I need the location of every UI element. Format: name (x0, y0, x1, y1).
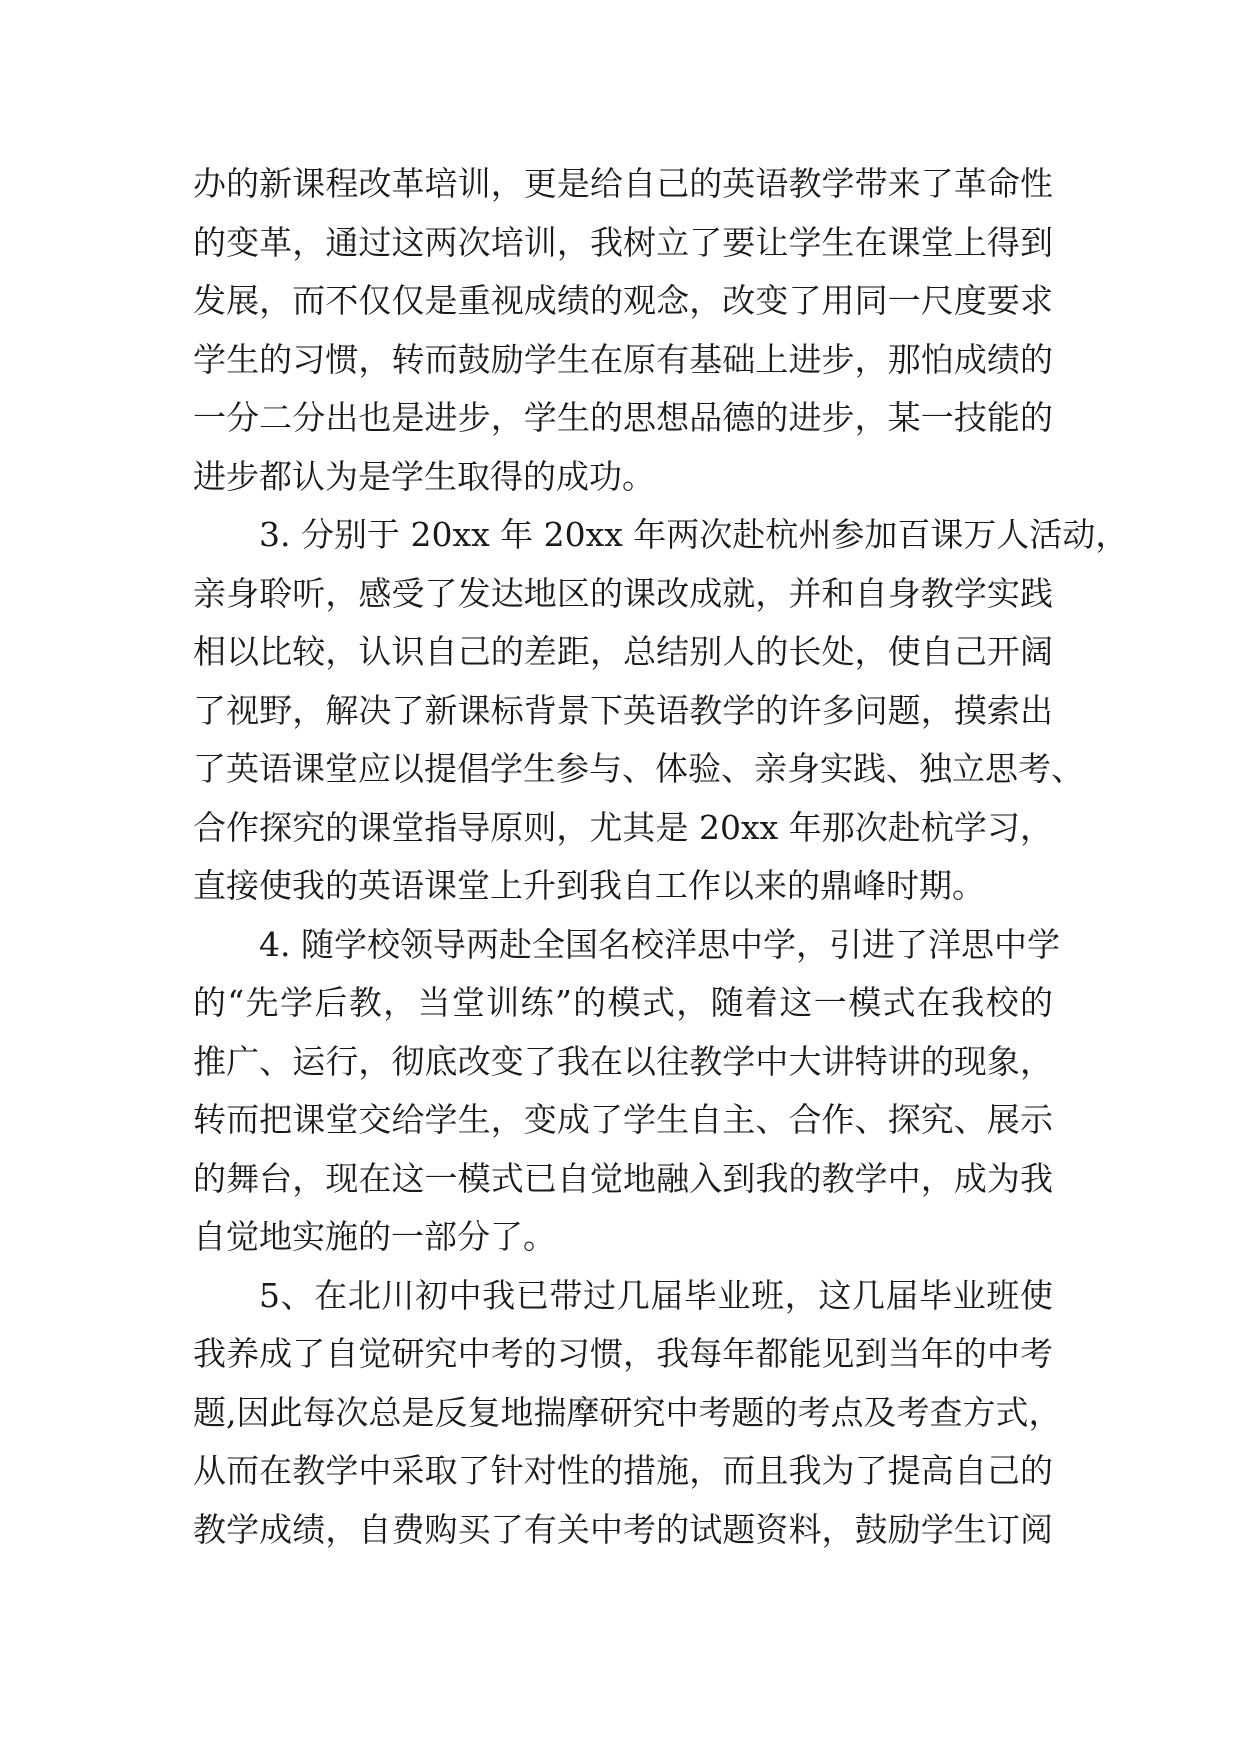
text-line: 亲身聆听，感受了发达地区的课改成就，并和自身教学实践 (193, 573, 1053, 613)
text-line: 转而把课堂交给学生，变成了学生自主、合作、探究、展示 (193, 1100, 1053, 1139)
text-line: 一分二分出也是进步，学生的思想品德的进步，某一技能的 (193, 398, 1053, 437)
text-line: 的舞台，现在这一模式已自觉地融入到我的教学中，成为我 (193, 1158, 1053, 1198)
document-body (193, 155, 1129, 1559)
text-line: 发展，而不仅仅是重视成绩的观念，改变了用同一尺度要求 (193, 281, 1053, 320)
text-line: 的变革，通过这两次培训，我树立了要让学生在课堂上得到 (193, 222, 1053, 262)
text-line: 了英语课堂应以提倡学生参与、体验、亲身实践、独立思考、 (193, 749, 1084, 788)
text-line: 推广、运行，彻底改变了我在以往教学中大讲特讲的现象， (193, 1041, 1053, 1081)
text-line: 3. 分别于 20xx 年 20xx 年两次赴杭州参加百课万人活动， (259, 515, 1129, 554)
text-line: 合作探究的课堂指导原则，尤其是 20xx 年那次赴杭学习， (193, 807, 1053, 847)
text-line: 4. 随学校领导两赴全国名校洋思中学，引进了洋思中学 (259, 924, 1060, 964)
text-line: 相以比较，认识自己的差距，总结别人的长处，使自己开阔 (193, 632, 1053, 671)
text-line: 进步都认为是学生取得的成功。 (193, 456, 655, 496)
text-line: 教学成绩，自费购买了有关中考的试题资料，鼓励学生订阅 (193, 1509, 1053, 1549)
text-line: 题,因此每次总是反复地揣摩研究中考题的考点及考查方式， (193, 1392, 1062, 1432)
text-line: 从而在教学中采取了针对性的措施，而且我为了提高自己的 (193, 1451, 1053, 1490)
paragraph-item-4 (193, 916, 1060, 1267)
paragraph-training (193, 155, 1053, 506)
text-line: 直接使我的英语课堂上升到我自工作以来的鼎峰时期。 (193, 866, 985, 905)
text-line: 办的新课程改革培训，更是给自己的英语教学带来了革命性 (193, 164, 1053, 203)
text-line: 我养成了自觉研究中考的习惯，我每年都能见到当年的中考 (193, 1334, 1053, 1373)
text-line: 了视野，解决了新课标背景下英语教学的许多问题，摸索出 (193, 690, 1053, 730)
text-line: 的“先学后教，当堂训练”的模式，随着这一模式在我校的 (193, 983, 1053, 1022)
paragraph-item-3 (193, 506, 1129, 916)
text-line: 自觉地实施的一部分了。 (193, 1217, 556, 1256)
text-line: 5、在北川初中我已带过几届毕业班，这几届毕业班使 (259, 1275, 1053, 1315)
text-line: 学生的习惯，转而鼓励学生在原有基础上进步，那怕成绩的 (193, 339, 1053, 379)
paragraph-item-5 (193, 1267, 1062, 1560)
